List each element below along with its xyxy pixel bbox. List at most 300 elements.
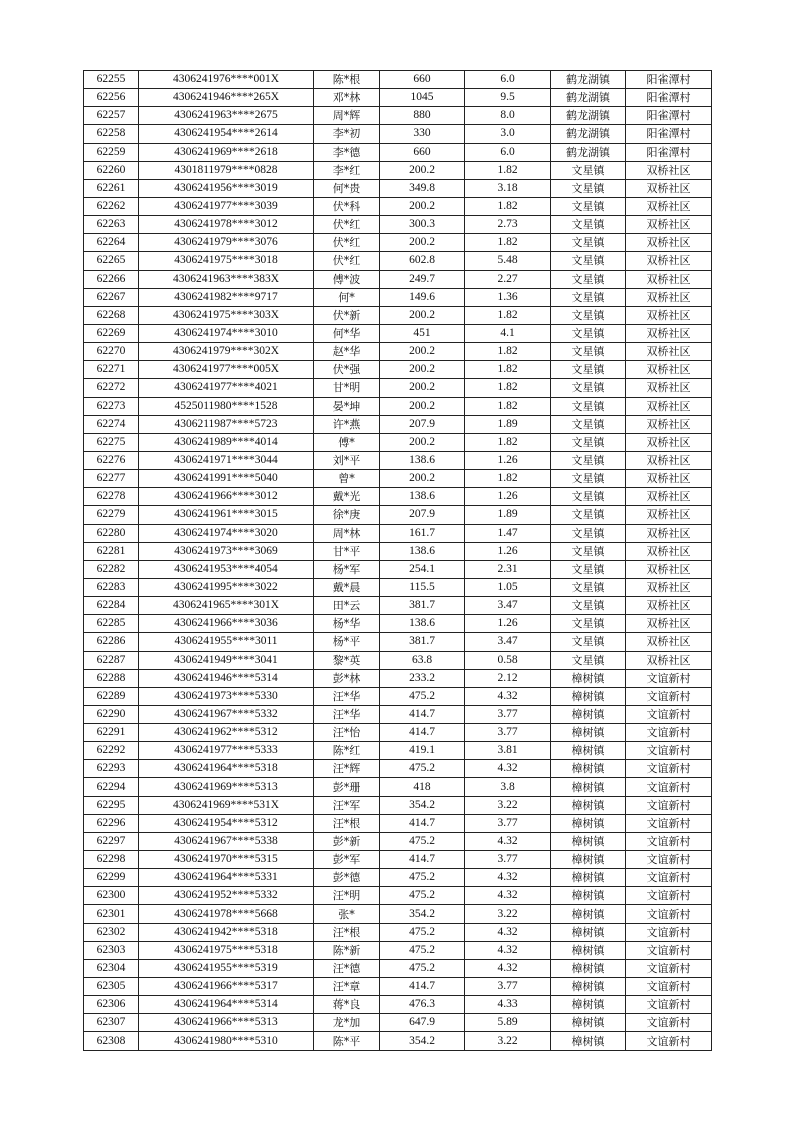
- cell-amount: 475.2: [380, 923, 465, 941]
- cell-town: 樟树镇: [551, 705, 626, 723]
- cell-area: 3.47: [465, 633, 551, 651]
- cell-amount: 200.2: [380, 433, 465, 451]
- cell-amount: 880: [380, 107, 465, 125]
- cell-area: 6.0: [465, 143, 551, 161]
- cell-id-number: 4306241954****5312: [139, 814, 314, 832]
- cell-id-number: 4306241977****5333: [139, 742, 314, 760]
- cell-town: 樟树镇: [551, 832, 626, 850]
- cell-name: 戴*晨: [314, 578, 380, 596]
- cell-town: 文星镇: [551, 379, 626, 397]
- cell-village: 文谊新村: [626, 905, 712, 923]
- table-row: [84, 996, 712, 1014]
- cell-area: 3.18: [465, 179, 551, 197]
- cell-town: 樟树镇: [551, 905, 626, 923]
- cell-name: 傅*: [314, 433, 380, 451]
- cell-id-number: 4306241989****4014: [139, 433, 314, 451]
- cell-area: 3.0: [465, 125, 551, 143]
- cell-town: 樟树镇: [551, 814, 626, 832]
- table-row: [84, 742, 712, 760]
- table-row: [84, 288, 712, 306]
- cell-amount: 602.8: [380, 252, 465, 270]
- cell-amount: 475.2: [380, 887, 465, 905]
- cell-id-number: 4306241975****303X: [139, 306, 314, 324]
- cell-area: 4.32: [465, 923, 551, 941]
- cell-name: 汪*华: [314, 687, 380, 705]
- cell-village: 文谊新村: [626, 1032, 712, 1050]
- cell-area: 9.5: [465, 89, 551, 107]
- cell-village: 双桥社区: [626, 343, 712, 361]
- cell-village: 文谊新村: [626, 669, 712, 687]
- cell-id-number: 4306241973****3069: [139, 542, 314, 560]
- cell-row-number: 62283: [84, 578, 139, 596]
- cell-village: 双桥社区: [626, 197, 712, 215]
- cell-name: 汪*根: [314, 814, 380, 832]
- cell-area: 3.22: [465, 796, 551, 814]
- cell-village: 双桥社区: [626, 633, 712, 651]
- cell-area: 1.47: [465, 524, 551, 542]
- cell-village: 双桥社区: [626, 252, 712, 270]
- table-row: [84, 832, 712, 850]
- cell-row-number: 62300: [84, 887, 139, 905]
- cell-area: 5.89: [465, 1014, 551, 1032]
- cell-area: 1.82: [465, 343, 551, 361]
- cell-town: 樟树镇: [551, 669, 626, 687]
- cell-name: 黎*英: [314, 651, 380, 669]
- cell-village: 双桥社区: [626, 397, 712, 415]
- cell-name: 陈*根: [314, 71, 380, 89]
- cell-area: 3.47: [465, 597, 551, 615]
- cell-village: 双桥社区: [626, 651, 712, 669]
- cell-id-number: 4306241963****2675: [139, 107, 314, 125]
- cell-name: 彭*新: [314, 832, 380, 850]
- cell-amount: 476.3: [380, 996, 465, 1014]
- cell-town: 文星镇: [551, 179, 626, 197]
- cell-amount: 138.6: [380, 488, 465, 506]
- cell-id-number: 4306241975****5318: [139, 941, 314, 959]
- cell-area: 2.12: [465, 669, 551, 687]
- cell-amount: 254.1: [380, 560, 465, 578]
- cell-row-number: 62275: [84, 433, 139, 451]
- cell-row-number: 62305: [84, 978, 139, 996]
- table-row: [84, 451, 712, 469]
- cell-row-number: 62258: [84, 125, 139, 143]
- cell-id-number: 4306241970****5315: [139, 851, 314, 869]
- table-row: [84, 887, 712, 905]
- table-row: [84, 814, 712, 832]
- cell-row-number: 62308: [84, 1032, 139, 1050]
- table-row: [84, 524, 712, 542]
- cell-amount: 138.6: [380, 451, 465, 469]
- cell-name: 周*林: [314, 524, 380, 542]
- cell-name: 甘*明: [314, 379, 380, 397]
- cell-name: 蒋*良: [314, 996, 380, 1014]
- cell-village: 文谊新村: [626, 869, 712, 887]
- cell-id-number: 4306241975****3018: [139, 252, 314, 270]
- cell-area: 3.77: [465, 705, 551, 723]
- table-row: [84, 143, 712, 161]
- cell-village: 文谊新村: [626, 996, 712, 1014]
- cell-town: 文星镇: [551, 615, 626, 633]
- cell-amount: 63.8: [380, 651, 465, 669]
- table-row: [84, 778, 712, 796]
- cell-area: 1.26: [465, 542, 551, 560]
- cell-area: 4.32: [465, 959, 551, 977]
- cell-town: 文星镇: [551, 433, 626, 451]
- cell-town: 樟树镇: [551, 742, 626, 760]
- cell-name: 伏*科: [314, 197, 380, 215]
- cell-town: 樟树镇: [551, 887, 626, 905]
- cell-town: 樟树镇: [551, 996, 626, 1014]
- table-row: [84, 488, 712, 506]
- cell-row-number: 62294: [84, 778, 139, 796]
- cell-village: 阳雀潭村: [626, 89, 712, 107]
- cell-area: 3.81: [465, 742, 551, 760]
- cell-row-number: 62281: [84, 542, 139, 560]
- cell-name: 伏*新: [314, 306, 380, 324]
- cell-town: 文星镇: [551, 252, 626, 270]
- cell-area: 1.82: [465, 197, 551, 215]
- cell-amount: 300.3: [380, 216, 465, 234]
- cell-id-number: 4306241995****3022: [139, 578, 314, 596]
- cell-row-number: 62255: [84, 71, 139, 89]
- cell-id-number: 4306241962****5312: [139, 724, 314, 742]
- cell-row-number: 62272: [84, 379, 139, 397]
- cell-id-number: 4306241946****265X: [139, 89, 314, 107]
- cell-id-number: 4306241969****2618: [139, 143, 314, 161]
- cell-area: 3.77: [465, 814, 551, 832]
- cell-area: 1.26: [465, 615, 551, 633]
- cell-town: 文星镇: [551, 415, 626, 433]
- cell-amount: 200.2: [380, 234, 465, 252]
- cell-amount: 233.2: [380, 669, 465, 687]
- table-row: [84, 179, 712, 197]
- cell-row-number: 62287: [84, 651, 139, 669]
- cell-village: 双桥社区: [626, 306, 712, 324]
- cell-village: 文谊新村: [626, 1014, 712, 1032]
- cell-name: 伏*红: [314, 252, 380, 270]
- cell-village: 阳雀潭村: [626, 143, 712, 161]
- cell-town: 文星镇: [551, 578, 626, 596]
- cell-amount: 660: [380, 71, 465, 89]
- cell-id-number: 4306241949****3041: [139, 651, 314, 669]
- cell-amount: 475.2: [380, 869, 465, 887]
- cell-village: 双桥社区: [626, 451, 712, 469]
- cell-village: 文谊新村: [626, 814, 712, 832]
- cell-row-number: 62292: [84, 742, 139, 760]
- cell-id-number: 4306241955****3011: [139, 633, 314, 651]
- cell-amount: 200.2: [380, 197, 465, 215]
- cell-amount: 660: [380, 143, 465, 161]
- table-row: [84, 89, 712, 107]
- cell-name: 汪*根: [314, 923, 380, 941]
- cell-id-number: 4306241965****301X: [139, 597, 314, 615]
- table-row: [84, 578, 712, 596]
- cell-name: 彭*军: [314, 851, 380, 869]
- cell-id-number: 4306241953****4054: [139, 560, 314, 578]
- cell-id-number: 4306241976****001X: [139, 71, 314, 89]
- cell-row-number: 62278: [84, 488, 139, 506]
- cell-village: 双桥社区: [626, 161, 712, 179]
- cell-id-number: 4306241967****5332: [139, 705, 314, 723]
- cell-area: 4.32: [465, 941, 551, 959]
- table-row: [84, 433, 712, 451]
- cell-amount: 200.2: [380, 470, 465, 488]
- cell-id-number: 4306241964****5314: [139, 996, 314, 1014]
- cell-name: 汪*辉: [314, 760, 380, 778]
- cell-village: 双桥社区: [626, 578, 712, 596]
- cell-town: 文星镇: [551, 651, 626, 669]
- records-table: [83, 70, 712, 1051]
- cell-id-number: 4306241977****4021: [139, 379, 314, 397]
- table-row: [84, 796, 712, 814]
- table-row: [84, 687, 712, 705]
- cell-name: 许*燕: [314, 415, 380, 433]
- cell-amount: 354.2: [380, 796, 465, 814]
- cell-amount: 419.1: [380, 742, 465, 760]
- cell-town: 文星镇: [551, 343, 626, 361]
- cell-town: 樟树镇: [551, 941, 626, 959]
- table-row: [84, 343, 712, 361]
- cell-name: 曾*: [314, 470, 380, 488]
- table-row: [84, 324, 712, 342]
- cell-row-number: 62262: [84, 197, 139, 215]
- cell-area: 2.31: [465, 560, 551, 578]
- cell-amount: 330: [380, 125, 465, 143]
- cell-row-number: 62297: [84, 832, 139, 850]
- cell-town: 樟树镇: [551, 778, 626, 796]
- cell-id-number: 4306211987****5723: [139, 415, 314, 433]
- cell-village: 双桥社区: [626, 288, 712, 306]
- cell-village: 双桥社区: [626, 597, 712, 615]
- cell-name: 田*云: [314, 597, 380, 615]
- cell-amount: 475.2: [380, 959, 465, 977]
- cell-town: 文星镇: [551, 216, 626, 234]
- cell-name: 龙*加: [314, 1014, 380, 1032]
- cell-name: 晏*坤: [314, 397, 380, 415]
- cell-amount: 349.8: [380, 179, 465, 197]
- cell-town: 文星镇: [551, 234, 626, 252]
- cell-village: 文谊新村: [626, 796, 712, 814]
- cell-village: 文谊新村: [626, 760, 712, 778]
- cell-row-number: 62290: [84, 705, 139, 723]
- cell-name: 戴*光: [314, 488, 380, 506]
- cell-town: 文星镇: [551, 506, 626, 524]
- cell-id-number: 4301811979****0828: [139, 161, 314, 179]
- table-row: [84, 869, 712, 887]
- cell-village: 阳雀潭村: [626, 125, 712, 143]
- cell-id-number: 4306241974****3020: [139, 524, 314, 542]
- cell-row-number: 62276: [84, 451, 139, 469]
- cell-name: 刘*平: [314, 451, 380, 469]
- cell-amount: 381.7: [380, 633, 465, 651]
- cell-area: 3.8: [465, 778, 551, 796]
- cell-town: 樟树镇: [551, 1014, 626, 1032]
- cell-id-number: 4306241973****5330: [139, 687, 314, 705]
- table-row: [84, 306, 712, 324]
- cell-amount: 475.2: [380, 832, 465, 850]
- cell-village: 文谊新村: [626, 959, 712, 977]
- cell-area: 3.77: [465, 978, 551, 996]
- cell-area: 3.77: [465, 851, 551, 869]
- cell-id-number: 4306241967****5338: [139, 832, 314, 850]
- cell-amount: 475.2: [380, 941, 465, 959]
- cell-area: 1.82: [465, 433, 551, 451]
- table-row: [84, 71, 712, 89]
- table-row: [84, 941, 712, 959]
- cell-name: 陈*新: [314, 941, 380, 959]
- cell-id-number: 4306241969****5313: [139, 778, 314, 796]
- cell-village: 双桥社区: [626, 433, 712, 451]
- cell-village: 双桥社区: [626, 179, 712, 197]
- cell-amount: 475.2: [380, 760, 465, 778]
- cell-village: 双桥社区: [626, 379, 712, 397]
- cell-area: 8.0: [465, 107, 551, 125]
- cell-amount: 161.7: [380, 524, 465, 542]
- cell-town: 文星镇: [551, 542, 626, 560]
- cell-amount: 414.7: [380, 724, 465, 742]
- cell-row-number: 62279: [84, 506, 139, 524]
- cell-id-number: 4306241942****5318: [139, 923, 314, 941]
- cell-amount: 249.7: [380, 270, 465, 288]
- cell-name: 杨*军: [314, 560, 380, 578]
- table-row: [84, 216, 712, 234]
- cell-id-number: 4306241956****3019: [139, 179, 314, 197]
- cell-row-number: 62286: [84, 633, 139, 651]
- cell-amount: 414.7: [380, 851, 465, 869]
- table-row: [84, 234, 712, 252]
- cell-area: 3.22: [465, 1032, 551, 1050]
- cell-town: 樟树镇: [551, 851, 626, 869]
- cell-amount: 354.2: [380, 1032, 465, 1050]
- cell-town: 鹤龙湖镇: [551, 143, 626, 161]
- cell-town: 鹤龙湖镇: [551, 89, 626, 107]
- cell-id-number: 4306241977****3039: [139, 197, 314, 215]
- cell-area: 1.26: [465, 488, 551, 506]
- cell-town: 樟树镇: [551, 923, 626, 941]
- cell-town: 樟树镇: [551, 687, 626, 705]
- cell-amount: 414.7: [380, 705, 465, 723]
- cell-row-number: 62282: [84, 560, 139, 578]
- cell-name: 李*初: [314, 125, 380, 143]
- cell-village: 文谊新村: [626, 724, 712, 742]
- cell-town: 文星镇: [551, 397, 626, 415]
- table-row: [84, 560, 712, 578]
- cell-town: 文星镇: [551, 324, 626, 342]
- cell-id-number: 4306241977****005X: [139, 361, 314, 379]
- cell-village: 文谊新村: [626, 705, 712, 723]
- table-row: [84, 705, 712, 723]
- cell-town: 鹤龙湖镇: [551, 71, 626, 89]
- cell-area: 1.89: [465, 415, 551, 433]
- cell-village: 双桥社区: [626, 560, 712, 578]
- cell-amount: 200.2: [380, 379, 465, 397]
- cell-row-number: 62295: [84, 796, 139, 814]
- cell-town: 樟树镇: [551, 796, 626, 814]
- cell-id-number: 4525011980****1528: [139, 397, 314, 415]
- cell-amount: 200.2: [380, 343, 465, 361]
- cell-amount: 354.2: [380, 905, 465, 923]
- cell-town: 樟树镇: [551, 724, 626, 742]
- cell-area: 4.33: [465, 996, 551, 1014]
- cell-area: 1.82: [465, 161, 551, 179]
- cell-village: 双桥社区: [626, 506, 712, 524]
- cell-town: 樟树镇: [551, 1032, 626, 1050]
- cell-amount: 207.9: [380, 415, 465, 433]
- cell-name: 甘*平: [314, 542, 380, 560]
- cell-name: 伏*强: [314, 361, 380, 379]
- cell-row-number: 62302: [84, 923, 139, 941]
- cell-amount: 414.7: [380, 978, 465, 996]
- cell-name: 汪*华: [314, 705, 380, 723]
- cell-id-number: 4306241966****3036: [139, 615, 314, 633]
- cell-town: 文星镇: [551, 161, 626, 179]
- table-row: [84, 107, 712, 125]
- cell-area: 1.26: [465, 451, 551, 469]
- table-row: [84, 470, 712, 488]
- cell-name: 杨*华: [314, 615, 380, 633]
- cell-village: 双桥社区: [626, 470, 712, 488]
- cell-id-number: 4306241952****5332: [139, 887, 314, 905]
- cell-name: 何*贵: [314, 179, 380, 197]
- table-row: [84, 542, 712, 560]
- cell-amount: 381.7: [380, 597, 465, 615]
- cell-area: 3.77: [465, 724, 551, 742]
- cell-area: 1.82: [465, 379, 551, 397]
- cell-village: 文谊新村: [626, 941, 712, 959]
- cell-name: 何*: [314, 288, 380, 306]
- cell-name: 傅*波: [314, 270, 380, 288]
- cell-row-number: 62265: [84, 252, 139, 270]
- table-row: [84, 651, 712, 669]
- cell-village: 双桥社区: [626, 415, 712, 433]
- cell-town: 文星镇: [551, 633, 626, 651]
- cell-village: 双桥社区: [626, 488, 712, 506]
- table-row: [84, 959, 712, 977]
- cell-area: 2.27: [465, 270, 551, 288]
- cell-id-number: 4306241979****3076: [139, 234, 314, 252]
- cell-amount: 200.2: [380, 306, 465, 324]
- cell-town: 文星镇: [551, 597, 626, 615]
- cell-amount: 207.9: [380, 506, 465, 524]
- cell-amount: 451: [380, 324, 465, 342]
- cell-area: 4.32: [465, 869, 551, 887]
- cell-row-number: 62264: [84, 234, 139, 252]
- cell-amount: 647.9: [380, 1014, 465, 1032]
- cell-row-number: 62304: [84, 959, 139, 977]
- cell-area: 1.36: [465, 288, 551, 306]
- cell-id-number: 4306241955****5319: [139, 959, 314, 977]
- cell-row-number: 62261: [84, 179, 139, 197]
- cell-village: 双桥社区: [626, 270, 712, 288]
- table-row: [84, 1014, 712, 1032]
- cell-town: 文星镇: [551, 197, 626, 215]
- cell-row-number: 62291: [84, 724, 139, 742]
- cell-area: 1.82: [465, 397, 551, 415]
- cell-name: 伏*红: [314, 216, 380, 234]
- table-row: [84, 379, 712, 397]
- cell-name: 彭*德: [314, 869, 380, 887]
- cell-amount: 200.2: [380, 161, 465, 179]
- cell-name: 陈*平: [314, 1032, 380, 1050]
- cell-village: 文谊新村: [626, 887, 712, 905]
- table-row: [84, 270, 712, 288]
- cell-village: 双桥社区: [626, 324, 712, 342]
- table-row: [84, 361, 712, 379]
- table-row: [84, 125, 712, 143]
- cell-id-number: 4306241964****5331: [139, 869, 314, 887]
- cell-town: 文星镇: [551, 288, 626, 306]
- cell-area: 4.1: [465, 324, 551, 342]
